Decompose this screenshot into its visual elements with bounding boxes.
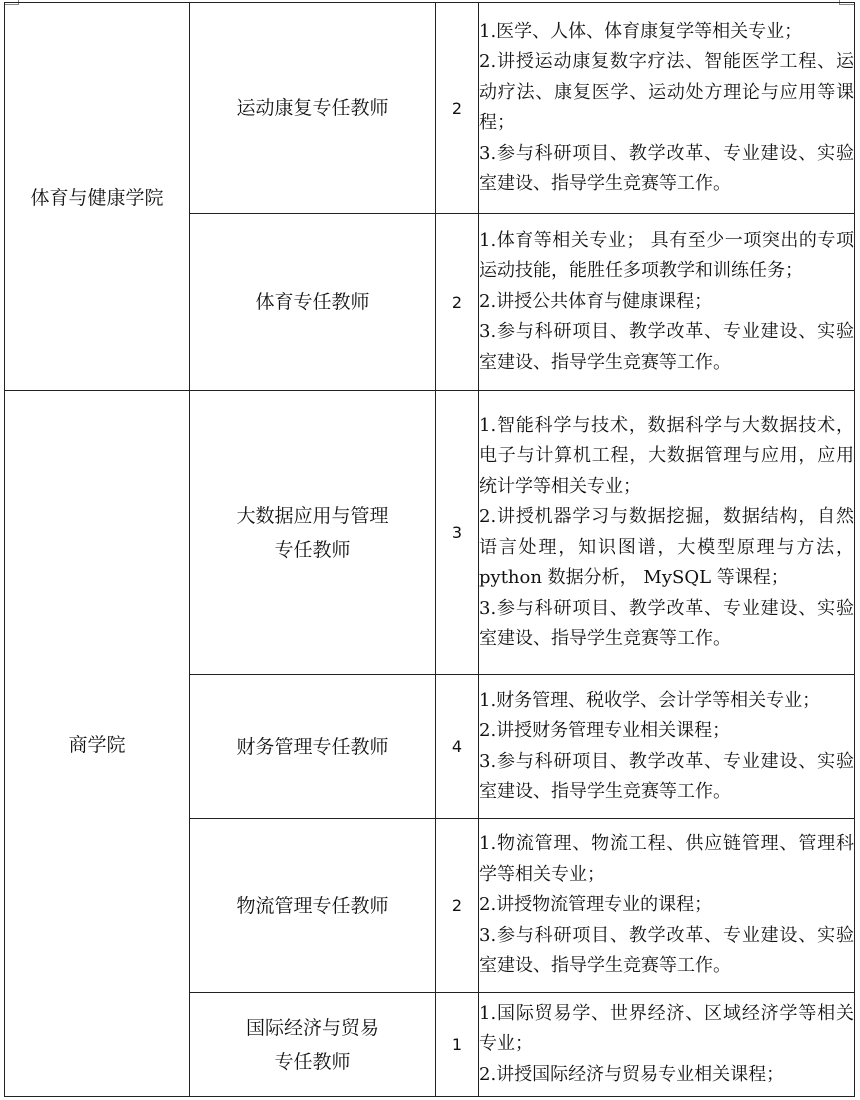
position-title: 体育专任教师: [255, 291, 370, 313]
position-title: 物流管理专任教师: [236, 894, 389, 917]
position-cell: [190, 391, 436, 675]
requirements-cell: [479, 214, 855, 391]
requirements-cell: [479, 3, 855, 214]
requirement-line: 1.财务管理、税收学、会计学等相关专业；: [479, 689, 821, 711]
requirement-line: 2.讲授公共体育与健康课程；: [479, 290, 713, 312]
requirement-line: 3.参与科研项目、教学改革、专业建设、实验室建设、指导学生竞赛等工作。: [479, 750, 854, 802]
college-cell: [5, 391, 190, 1097]
position-title: 国际经济与贸易: [245, 1016, 379, 1039]
requirement-line: 2.讲授物流管理专业的课程；: [479, 894, 713, 916]
requirement-line: 1.医学、人体、体育康复学等相关专业；: [479, 20, 803, 42]
table-row: [5, 3, 855, 214]
position-cell: [190, 675, 436, 819]
requirement-line: 1.物流管理、物流工程、供应链管理、管理科学等相关专业；: [479, 833, 854, 885]
position-cell: [190, 214, 436, 391]
headcount-cell: 2: [436, 819, 479, 993]
college-name: 商学院: [68, 734, 126, 756]
position-cell: [190, 819, 436, 993]
requirement-line: 1.智能科学与技术，数据科学与大数据技术，电子与计算机工程，大数据管理与应用，应用统计学等相关专业；: [479, 414, 854, 497]
headcount-cell: 1: [436, 993, 479, 1097]
position-title: 运动康复专任教师: [236, 97, 389, 119]
requirement-line: 1.体育等相关专业； 具有至少一项突出的专项运动技能，能胜任多项教学和训练任务；: [479, 229, 854, 282]
position-title: 财务管理专任教师: [236, 735, 389, 758]
position-title: 专任教师: [274, 1050, 351, 1073]
headcount-cell: 2: [436, 214, 479, 391]
requirement-line: 2.讲授国际经济与贸易专业相关课程；: [479, 1063, 785, 1085]
requirements-cell: [479, 391, 855, 675]
requirement-line: 3.参与科研项目、教学改革、专业建设、实验室建设、指导学生竞赛等工作。: [479, 321, 854, 373]
position-title: 专任教师: [274, 538, 351, 561]
requirement-line: 2.讲授财务管理专业相关课程；: [479, 720, 731, 741]
college-name: 体育与健康学院: [30, 187, 164, 209]
requirement-line: 2.讲授运动康复数字疗法、智能医学工程、运动疗法、康复医学、运动处方理论与应用等课程；: [479, 51, 854, 133]
headcount-cell: 3: [436, 391, 479, 675]
requirement-line: 1.国际贸易学、世界经济、区域经济学等相关专业；: [479, 1002, 854, 1055]
recruitment-table: [4, 2, 855, 1097]
requirements-cell: [479, 675, 855, 819]
requirement-line: 3.参与科研项目、教学改革、专业建设、实验室建设、指导学生竞赛等工作。: [479, 924, 854, 977]
requirements-cell: [479, 993, 855, 1097]
headcount-cell: 4: [436, 675, 479, 819]
requirement-line: 2.讲授机器学习与数据挖掘，数据结构，自然语言处理，知识图谱，大模型原理与方法，python 数据分析， MySQL 等课程；: [479, 506, 854, 588]
table-row: [5, 391, 855, 675]
requirement-line: 3.参与科研项目、教学改革、专业建设、实验室建设、指导学生竞赛等工作。: [479, 597, 854, 649]
position-cell: [190, 993, 436, 1097]
college-cell: [5, 3, 190, 391]
position-cell: [190, 3, 436, 214]
requirements-cell: [479, 819, 855, 993]
requirement-line: 3.参与科研项目、教学改革、专业建设、实验室建设、指导学生竞赛等工作。: [479, 142, 854, 194]
headcount-cell: 2: [436, 3, 479, 214]
position-title: 大数据应用与管理: [236, 504, 389, 527]
